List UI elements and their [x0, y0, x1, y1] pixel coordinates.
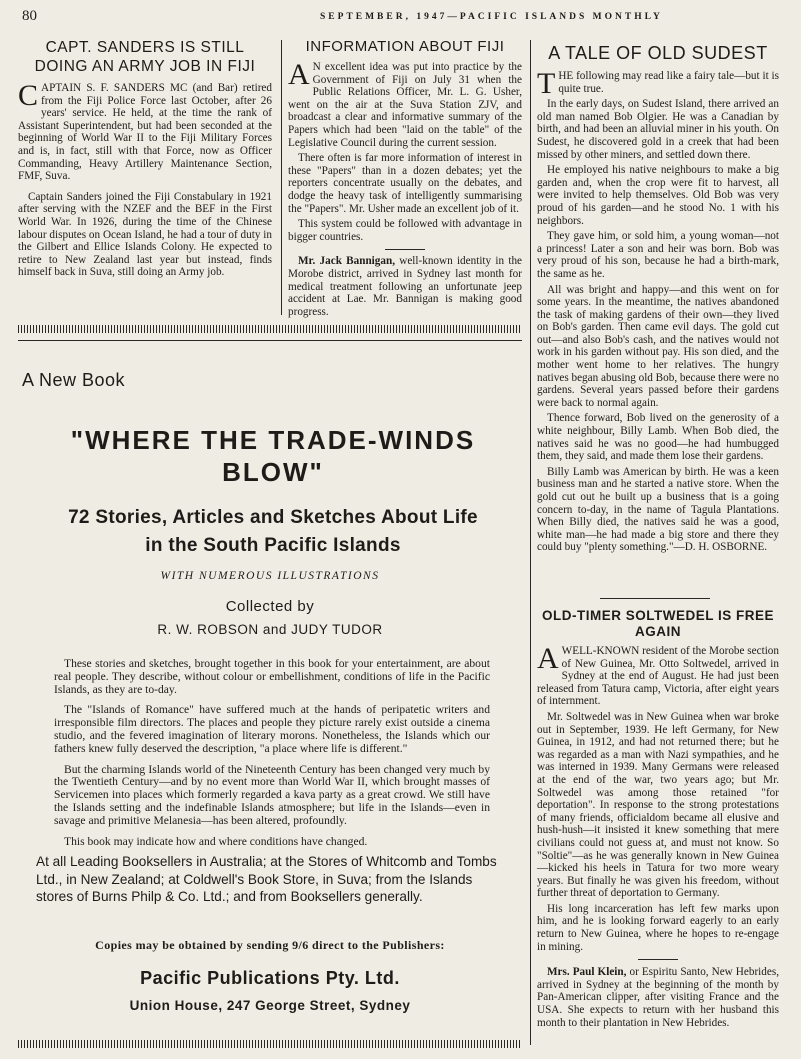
bannigan-name: Mr. Jack Bannigan, — [298, 255, 395, 268]
article-divider — [600, 598, 710, 599]
soltwedel-paragraph: WELL-KNOWN resident of the Morobe section of New Guinea, Mr. Otto Soltwedel, arrived in Sydney at the end of August. He had just been released from Tatura camp, Victoria, after eight years of internment. — [537, 645, 779, 708]
collected-by: Collected by — [225, 598, 315, 615]
soltwedel-paragraph: Mr. Soltwedel was in New Guinea when war broke out in September, 1939. He left Germany, for New Guinea, in 1912, and had not returned there; but he was regarded as a man with Nazi sympathies, and he was interned in 1939. Many Germans were released at the end of the war, two years ago; but Mr. Soltwedel was among those retained "for deportation". In response to the strong protestations of many friends, officialdom became all elusive and hush-hush—it insisted it knew something that mere civilians could not guess at, and must not know. So "Soltie"—as he was generally known in New Guinea—kicked his heels in Tatura for two more weary years. But finally he was given his freedom, without further threat of deportation to Germany. — [537, 710, 779, 900]
ad-paragraph: This book may indicate how and where conditions have changed. — [64, 834, 368, 848]
sudest-article — [537, 42, 779, 557]
fiji-article — [288, 38, 522, 321]
soltwedel-body — [537, 642, 779, 1029]
book-title: "WHERE THE TRADE-WINDS BLOW" — [70, 425, 476, 487]
column-divider — [530, 40, 531, 1045]
sanders-article — [18, 38, 272, 282]
klein-name: Mrs. Paul Klein, — [547, 966, 627, 979]
running-title: SEPTEMBER, 1947—PACIFIC ISLANDS MONTHLY — [320, 12, 663, 22]
sanders-body — [18, 79, 272, 279]
fiji-paragraph: This system could be followed with advantage in bigger countries. — [288, 218, 522, 243]
sudest-paragraph: They gave him, or sold him, a young woman—not a princess! Later a son and heir was born. Bob was very proud of his son, because he had a birth-mark, the same as he. — [537, 230, 779, 280]
fiji-headline: INFORMATION ABOUT FIJI — [305, 38, 505, 55]
sudest-body — [537, 67, 780, 554]
illustrations-note: WITH NUMEROUS ILLUSTRATIONS — [160, 570, 380, 582]
publisher-name: Pacific Publications Pty. Ltd. — [140, 968, 400, 988]
column-divider — [281, 40, 282, 315]
short-divider — [638, 959, 678, 960]
ad-paragraph: But the charming Islands world of the Nineteenth Century has been changed very much by the Twentieth Century—and by no event more than World War II, which brought masses of Servicemen into places which formerly regarded a kava party as a great crowd. We still have the Islands setting and the indefinable Islands atmosphere; but life in the Islands—even in savage and primitive Melanesia—has been altered, profoundly. — [54, 762, 490, 827]
sudest-headline: A TALE OF OLD SUDEST — [548, 43, 768, 63]
sudest-paragraph: He employed his native neighbours to make a big garden and, when the crop were fit to harvest, all were invited to help themselves. Old Bob was very proud of his garden—and he stood No. 1 with his neighbors. — [537, 164, 779, 227]
fiji-paragraph: N excellent idea was put into practice by the Government of Fiji on July 31 when the Public Relations Officer, Mr. L. G. Usher, went on the air at the Suva Station ZJV, and broadcast a clear and informative summary of the Papers which had been "laid on the table" of the Legislative Council during the current session. — [288, 61, 522, 149]
book-editors: R. W. ROBSON and JUDY TUDOR — [157, 622, 383, 637]
ad-stores: At all Leading Booksellers in Australia; at the Stores of Whitcomb and Tombs Ltd., in New Zealand; at Coldwell's Book Store, in Suva; from the Islands stores of Burns Philp & Co. Ltd.; and from Booksellers generally. — [36, 854, 497, 905]
hatched-divider — [18, 325, 522, 333]
soltwedel-dropcap: A — [537, 642, 559, 675]
sudest-dropcap: T — [537, 67, 556, 100]
fiji-dropcap: A — [288, 58, 310, 91]
ad-description — [54, 658, 490, 851]
sanders-dropcap: C — [18, 79, 39, 112]
ad-copies: Copies may be obtained by sending 9/6 direct to the Publishers: — [95, 938, 445, 952]
sudest-paragraph: Thence forward, Bob lived on the generosity of a white neighbour, Billy Lamb. When Bob died, the natives said he was no good—he had humbugged them, they said, and made them lose their gardens. — [537, 412, 779, 463]
sanders-headline: CAPT. SANDERS IS STILL DOING AN ARMY JOB IN FIJI — [34, 39, 256, 75]
ad-top-rule — [18, 340, 522, 341]
ad-label: A New Book — [22, 370, 126, 390]
hatched-divider — [18, 1040, 522, 1048]
page-number: 80 — [22, 8, 37, 24]
ad-paragraph: These stories and sketches, brought together in this book for your entertainment, are about real people. They describe, without colour or embellishment, conditions of life in the Pacific Islands, as they are to-day. — [54, 657, 490, 696]
sudest-paragraph: In the early days, on Sudest Island, there arrived an old man named Bob Olgier. He was a Canadian by birth, and had been an alluvial miner in his youth. On Sudest, he discovered gold in a creek that had been missed by other miners, and settled down there. — [537, 98, 779, 161]
book-subtitle: 72 Stories, Articles and Sketches About Life in the South Pacific Islands — [68, 507, 478, 556]
short-divider — [385, 249, 425, 250]
book-advertisement — [18, 340, 522, 1035]
soltwedel-article — [537, 608, 779, 1032]
sanders-paragraph: Captain Sanders joined the Fiji Constabulary in 1921 after serving with the NZEF and the BEF in the First World War. In 1926, during the time of the Chinese labour disputes on Ocean Island, he had a tour of duty in the Gilbert and Ellice Islands Colony. He expected to retire to New Zealand last year but instead, finds himself back in Suva, still doing an Army job. — [18, 190, 272, 279]
sanders-paragraph: APTAIN S. F. SANDERS MC (and Bar) retired from the Fiji Police Force last October, after 26 years' service. He held, at the time the rank of Assistant Superintendent, but had been seconded at the beginning of World War II to the Fiji Military Forces and is, in fact, still with that Force, now as Officer Commanding, Heavy Artillery Maintenance Section, FMF, Suva. — [18, 82, 272, 183]
fiji-paragraph: There often is far more information of interest in these "Papers" than in a dozen debates; yet the reporters concentrate usually on the debates, and dodge the heavy task of intelligently summarising the "Papers". Mr. Usher made an excellent job of it. — [288, 152, 522, 215]
klein-text: or Espiritu Santo, New Hebrides, arrived in Sydney at the beginning of the month by Pan-American clipper, after visiting France and the USA. She expects to return with her husband this month to their plantation in New Hebrides. — [537, 966, 779, 1029]
soltwedel-headline: OLD-TIMER SOLTWEDEL IS FREE AGAIN — [542, 608, 774, 639]
publisher-address: Union House, 247 George Street, Sydney — [129, 998, 411, 1013]
sudest-paragraph: Billy Lamb was American by birth. He was a keen business man and he started a native store. When the gold cut out he built up a business that is a going concern to-day, in the name of Tagula Plantations. When Billy died, the natives said he was a good, white man—he had made a big store and there they could buy "plenty something."—D. H. OSBORNE. — [537, 465, 779, 554]
fiji-body — [288, 58, 523, 318]
sudest-paragraph: HE following may read like a fairy tale—but it is quite true. — [558, 70, 779, 95]
sudest-paragraph: All was bright and happy—and this went on for some years. In the meantime, the natives abandoned the task of making gardens of their own—they lived on Bob's garden. Then came evil days. The gold cut out—and also Bob's cash, and the natives would not work in his garden without pay. His son died, and the mother went home to her relatives. The hungry natives began abusing old Bob, because there were no gardens. Several years passed before their gardens were back to normal again. — [537, 283, 780, 409]
ad-paragraph: The "Islands of Romance" have suffered much at the hands of peripatetic writers and irresponsible film directors. The places and people they picture rarely exist outside a cinema studio, and the fevered imagination of literary morons. Nonetheless, the Islands which our fathers knew fully deserved the description, "a place where life is different." — [54, 703, 490, 755]
bannigan-text: well-known identity in the Morobe district, arrived in Sydney last month for medical treatment following an unfortunate jeep accident at Lae. Mr. Bannigan is making good progress. — [288, 255, 523, 318]
soltwedel-paragraph: His long incarceration has left few marks upon him, and he is looking forward eagerly to an early return to New Guinea, where he hopes to re-engage in mining. — [537, 902, 779, 953]
